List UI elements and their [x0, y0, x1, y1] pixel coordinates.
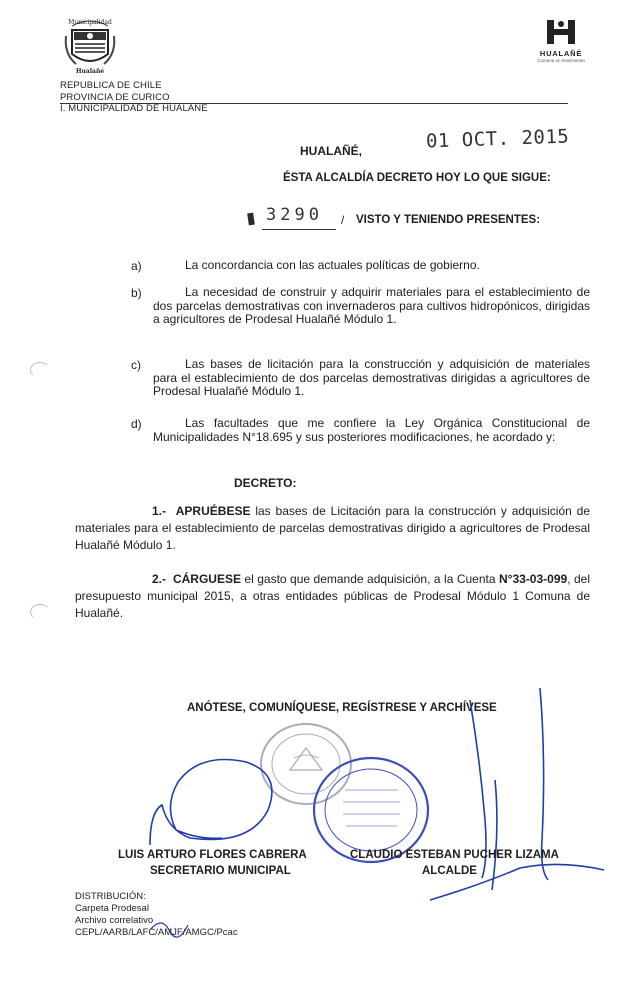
- secretary-name: LUIS ARTURO FLORES CABRERA: [118, 849, 307, 861]
- header-institution: [60, 80, 208, 115]
- distribution-block: [75, 891, 238, 939]
- decreto-heading: DECRETO:: [234, 476, 297, 490]
- item-text-b: La necesidad de construir y adquirir materiales para el establecimiento de dos parcelas demostrativas con invernaderos para cultivos hidropónicos, dirigidas a agricultores de Prodesal Hualañé Módulo 1.: [153, 285, 590, 326]
- secretary-seal: [261, 724, 351, 804]
- distribution-line: CEPL/AARB/LAFC/AMJF/AMGC/Pcac: [75, 927, 238, 938]
- svg-text:Hualañé: Hualañé: [75, 68, 105, 75]
- hualane-brand-logo: [536, 18, 586, 66]
- place-label: HUALAÑÉ,: [300, 144, 362, 158]
- distribution-line: Archivo correlativo: [75, 915, 154, 926]
- secretary-role: SECRETARIO MUNICIPAL: [150, 865, 291, 877]
- article-1-text: las bases de Licitación para la construcción y adquisición de materiales para el establecimiento de parcelas demostrativas dirigido a agricultores de Prodesal Hualañé Módulo 1.: [75, 504, 591, 552]
- punch-hole-mark: [30, 604, 50, 620]
- closing-formula: ANÓTESE, COMUNÍQUESE, REGÍSTRESE Y ARCHÍVESE: [187, 702, 497, 714]
- svg-text:Municipalidad: Municipalidad: [68, 19, 112, 26]
- article-2-number: 2.-: [152, 572, 167, 586]
- item-label-b: b): [131, 286, 142, 300]
- header-line: REPUBLICA DE CHILE: [60, 80, 162, 91]
- mayor-role: ALCALDE: [422, 865, 477, 877]
- municipal-crest-logo: [62, 14, 118, 76]
- hualane-h-icon: [541, 18, 581, 46]
- distribution-line: Carpeta Prodesal: [75, 903, 149, 914]
- date-stamp: 01 OCT. 2015: [425, 125, 570, 153]
- article-1-number: 1.-: [152, 504, 167, 518]
- header-line: I. MUNICIPALIDAD DE HUALAÑÉ: [60, 103, 208, 114]
- item-label-d: d): [131, 417, 142, 431]
- item-label-a: a): [131, 259, 142, 273]
- decree-number-underline: [262, 229, 336, 230]
- article-1-lead: APRUÉBESE: [175, 504, 251, 518]
- secretary-signature: [150, 760, 272, 846]
- item-label-c: c): [131, 358, 141, 372]
- mayor-name: CLAUDIO ESTEBAN PUCHER LIZAMA: [350, 849, 559, 861]
- article-1: [75, 503, 590, 554]
- decree-number: 3290: [266, 205, 323, 225]
- decree-number-suffix: /: [341, 213, 345, 227]
- distribution-title: DISTRIBUCIÓN:: [75, 891, 146, 902]
- decree-number-marker: [247, 213, 255, 226]
- article-2-text-b: , del presupuesto municipal 2015, a otras entidades públicas de Prodesal Módulo 1 Comuna de Hualañé.: [75, 572, 590, 620]
- header-rule: [60, 103, 568, 104]
- item-text-d: Las facultades que me confiere la Ley Orgánica Constitucional de Municipalidades N°18.695 y sus posteriores modificaciones, he acordado y:: [153, 416, 590, 444]
- decree-intro: ÉSTA ALCALDÍA DECRETO HOY LO QUE SIGUE:: [283, 172, 551, 184]
- punch-hole-mark: [30, 362, 50, 378]
- item-text-a: La concordancia con las actuales políticas de gobierno.: [185, 258, 480, 272]
- article-2-account: N°33-03-099: [499, 572, 568, 586]
- article-2: [75, 571, 590, 622]
- item-text-c: Las bases de licitación para la construcción y adquisición de materiales para el establecimiento de dos parcelas demostrativas dirigidas a agricultores de Prodesal Hualañé Módulo 1.: [153, 357, 590, 398]
- header-line: PROVINCIA DE CURICO: [60, 91, 170, 103]
- visto-heading: VISTO Y TENIENDO PRESENTES:: [356, 214, 541, 226]
- article-2-lead: CÁRGUESE: [172, 572, 241, 586]
- administrator-seal: [314, 758, 428, 862]
- brand-tagline: Comuna en movimiento: [537, 58, 585, 63]
- brand-name: HUALAÑÉ: [539, 49, 583, 58]
- article-2-text-a: el gasto que demande adquisición, a la Cuenta: [240, 572, 499, 586]
